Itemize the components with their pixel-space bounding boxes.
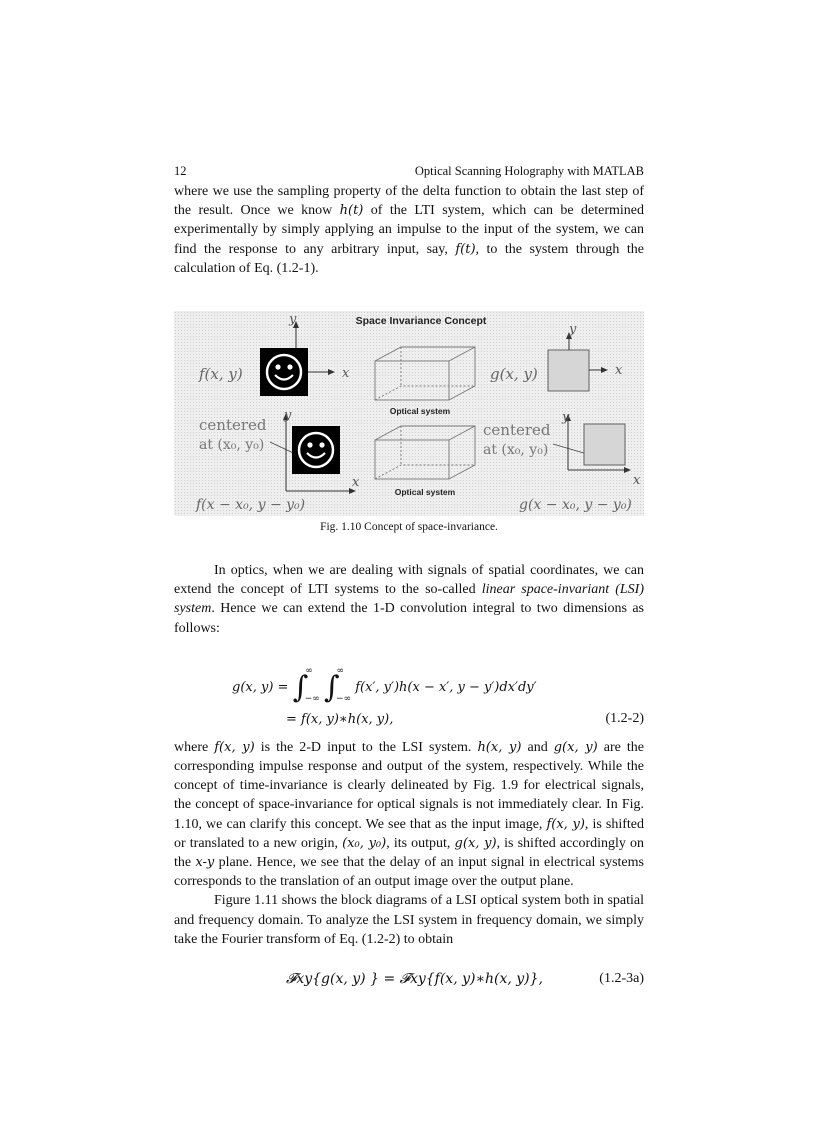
page-number: 12	[174, 164, 187, 178]
axis-y-label: y	[289, 312, 297, 328]
centered-left-line2: at (x₀, y₀)	[199, 437, 265, 454]
label-g-xy: g(x, y)	[490, 365, 538, 384]
paragraph-1: where we use the sampling property of the delta function to obtain the last step of the result. Once we know h(t) of the LTI system, which can be determined experimentally by simply applying an impulse to the input of the system, we can find the response to any arbitrary input, say, f(t), to the system through the calculation of Eq. (1.2-1).	[174, 184, 644, 276]
centered-left-line1: centered	[199, 416, 267, 435]
output-square-top	[548, 350, 589, 391]
label-f-shifted: f(x − x₀, y − y₀)	[196, 497, 306, 514]
equation-fourier: 𝓕xy{g(x, y) } = 𝓕xy{f(x, y)∗h(x, y)},	[286, 971, 543, 988]
equation-line-1: g(x, $y) = \int^\infty_{-\infty}$ $\int^\infty_{-\infty}$ f(x′, y′)h(x − x′, y − y′)dx′dy′	[232, 665, 537, 705]
axis-y-label: y	[562, 410, 570, 426]
equation-number: (1.2-2)	[605, 710, 644, 726]
axis-x-label: x	[633, 473, 641, 489]
book-title: Optical Scanning Holography with MATLAB	[414, 164, 644, 178]
axis-x-label: x	[615, 363, 623, 379]
integral-sign-icon: ∫	[292, 669, 309, 705]
figure-caption: Fig. 1.10 Concept of space-invariance.	[320, 521, 498, 534]
equation-1-2-2	[174, 650, 644, 738]
paragraph-3: where f(x, y) is the 2-D input to the LSI system. h(x, y) and g(x, y) are the corresponding impulse response and output of the system, respectively. While the concept of time-invariance is clearly delineated by Fig. 1.9 for electrical signals, the concept of space-invariance for optical signals is not immediately clear. In Fig. 1.10, we can clarify this concept. We see that as the input image, f(x, y), is shifted or translated to a new origin, (x₀, y₀), its output, g(x, y), is shifted accordingly on the x-y plane. Hence, we see that the delay of an input signal in electrical systems corresponds to the translation of an output image over the output plane.	[174, 739, 645, 890]
system-label-bottom: Optical system	[394, 487, 456, 498]
figure-diagram	[174, 311, 644, 516]
output-square-shifted	[584, 424, 625, 465]
axis-x-label: x	[342, 366, 350, 382]
figure-title: Space Invariance Concept	[355, 315, 487, 328]
equation-integrand: f(x′, y′)h(x − x′, y − y′)dx′dy′	[355, 679, 537, 695]
axis-x-label: x	[352, 475, 360, 491]
axis-y-label: y	[569, 322, 577, 338]
centered-right-line1: centered	[483, 421, 551, 440]
page-body	[174, 160, 644, 997]
integral-sign-icon: ∫	[323, 669, 340, 705]
math-f-t: f(t)	[455, 241, 476, 257]
paragraph-2: In optics, when we are dealing with signals of spatial coordinates, we can extend the concept of LTI systems to the so-called linear space-invariant (LSI) system. Hence we can extend the 1-D convolution integral to two dimensions as follows:	[174, 563, 644, 636]
lsi-term: linear space-invariant (LSI) system	[174, 582, 644, 617]
system-label-top: Optical system	[389, 406, 451, 417]
figure-space-invariance	[174, 311, 644, 516]
smiley-input-shifted-icon	[292, 426, 340, 474]
smiley-input-top-icon	[260, 348, 308, 396]
centered-right-line2: at (x₀, y₀)	[483, 442, 549, 459]
optical-system-box-bottom	[375, 426, 475, 479]
optical-system-box-top	[375, 347, 475, 400]
paragraph-4: Figure 1.11 shows the block diagrams of a LSI optical system both in spatial and frequency domain. To analyze the LSI system in frequency domain, we simply take the Fourier transform of Eq. (1.2-2) to obtain	[174, 893, 644, 947]
label-g-shifted: g(x − x₀, y − y₀)	[519, 497, 632, 514]
running-head	[174, 160, 644, 182]
equation-number: (1.2-3a)	[599, 971, 644, 987]
label-f-xy: f(x, y)	[199, 365, 243, 384]
equation-line-2: = f(x, y)∗h(x, y),	[286, 711, 394, 727]
equation-lhs: g(x, y) =	[232, 679, 289, 695]
axis-y-label: y	[284, 408, 292, 424]
math-h-t: h(t)	[339, 203, 364, 219]
equation-1-2-3a	[174, 967, 644, 997]
